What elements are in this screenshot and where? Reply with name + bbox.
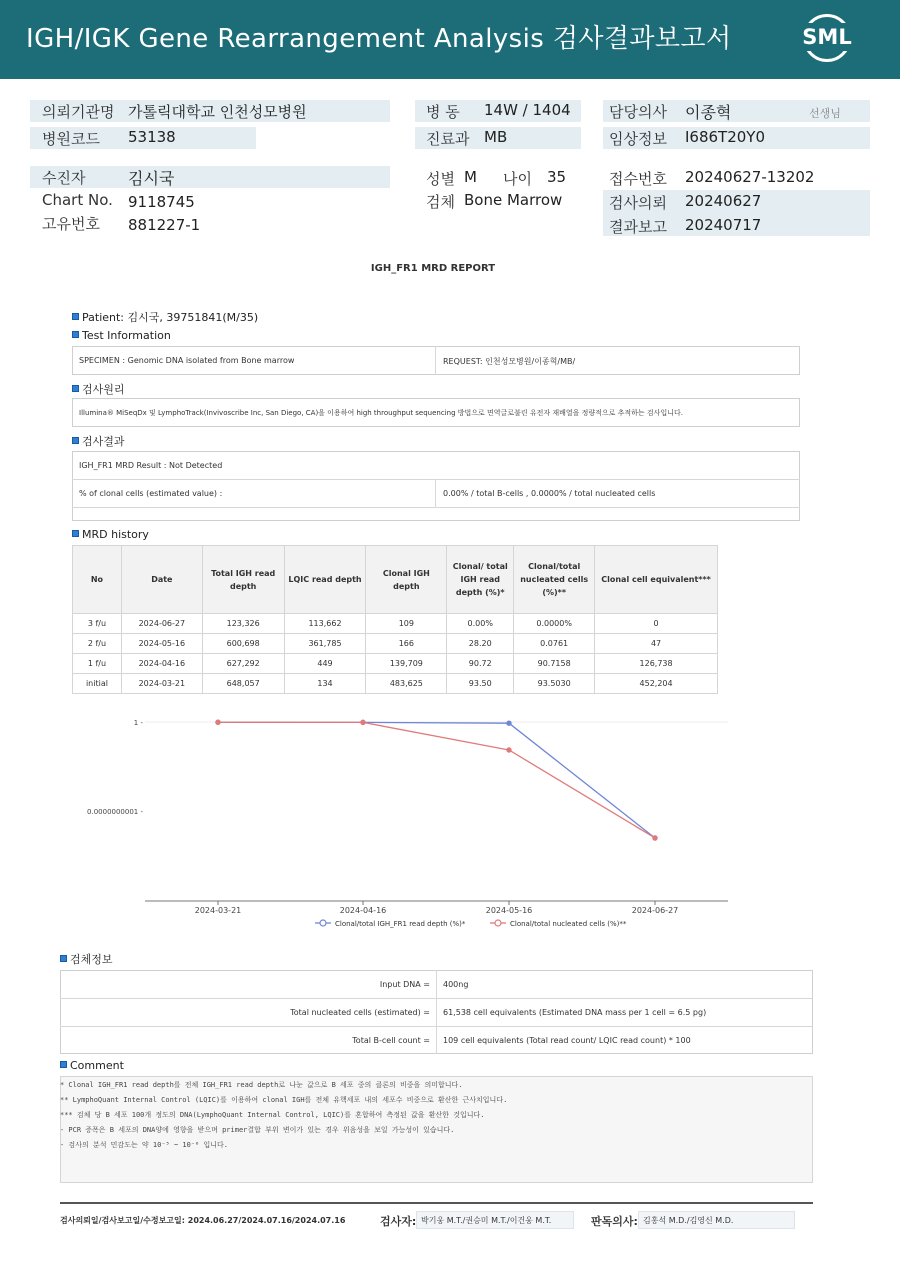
- table-cell: 648,057: [202, 674, 284, 694]
- table-row: [73, 634, 718, 654]
- report-title: IGH/IGK Gene Rearrangement Analysis 검사결과보고서: [26, 24, 732, 54]
- request-value: 20240627: [685, 192, 762, 210]
- patient-line: [72, 309, 258, 325]
- table-cell: 0.0000%: [514, 614, 595, 634]
- table-cell: 2024-04-16: [121, 654, 202, 674]
- table-cell: 113,662: [284, 614, 366, 634]
- table-cell: 361,785: [284, 634, 366, 654]
- institution-label: 의뢰기관명: [42, 103, 115, 121]
- comment-heading: [60, 1059, 124, 1072]
- mrd-report-title: IGH_FR1 MRD REPORT: [370, 263, 496, 274]
- principle-heading: [72, 381, 125, 397]
- mrd-history-table: [72, 545, 718, 694]
- table-cell: 600,698: [202, 634, 284, 654]
- result-heading-text: 검사결과: [82, 435, 125, 448]
- legend-marker: [495, 920, 501, 926]
- ward-label: 병 동: [426, 103, 460, 121]
- specimen-text: SPECIMEN : Genomic DNA isolated from Bone marrow: [79, 356, 295, 365]
- dept-label: 진료과: [426, 130, 470, 148]
- clinical-value: I686T20Y0: [685, 128, 766, 146]
- series-line: [218, 722, 655, 838]
- divider: [72, 507, 800, 508]
- table-cell: 109: [366, 614, 447, 634]
- table-cell: 627,292: [202, 654, 284, 674]
- table-cell: 134: [284, 674, 366, 694]
- comment-line: - PCR 증폭은 B 세포의 DNA양에 영향을 받으며 primer결합 부위 변이가 있는 경우 위음성을 보일 가능성이 있습니다.: [60, 1126, 455, 1134]
- legend-marker: [320, 920, 326, 926]
- legend-label: Clonal/total nucleated cells (%)**: [510, 920, 627, 928]
- receipt-label: 접수번호: [609, 170, 667, 188]
- history-heading: [72, 528, 149, 541]
- principle-heading-text: 검사원리: [82, 383, 125, 396]
- result-value: 20240717: [685, 216, 762, 234]
- nucleated-cells-label: Total nucleated cells (estimated) =: [290, 1008, 430, 1017]
- tester-label: 검사자:: [380, 1215, 417, 1228]
- table-header-row: [73, 546, 718, 614]
- table-cell: 126,738: [595, 654, 718, 674]
- sml-logo-text: SML: [800, 23, 854, 51]
- patient-line-text: Patient: 김시국, 39751841(M/35): [82, 311, 259, 324]
- table-cell: 28.20: [447, 634, 514, 654]
- request-label: 검사의뢰: [609, 194, 667, 212]
- comment-line: - 검사의 분석 민감도는 약 10⁻⁵ ~ 10⁻⁶ 입니다.: [60, 1141, 228, 1149]
- table-cell: 93.5030: [514, 674, 595, 694]
- mrd-history-chart: [60, 705, 760, 935]
- input-dna-label: Input DNA =: [379, 980, 430, 989]
- table-cell: 1 f/u: [73, 654, 122, 674]
- bullet-icon: [60, 955, 67, 962]
- table-cell: 47: [595, 634, 718, 654]
- table-cell: 139,709: [366, 654, 447, 674]
- chart-no-label: Chart No.: [42, 191, 113, 209]
- institution-value: 가톨릭대학교 인천성모병원: [128, 103, 307, 121]
- column-header: Clonal IGH depth: [366, 546, 447, 614]
- bullet-icon: [72, 530, 79, 537]
- history-heading-text: MRD history: [82, 528, 149, 541]
- specimen-info-heading-text: 검체정보: [70, 953, 113, 966]
- x-tick-label: 2024-04-16: [339, 906, 387, 915]
- column-header: LQIC read depth: [284, 546, 366, 614]
- footer-dates: 검사의뢰일/검사보고일/수정보고일: 2024.06.27/2024.07.16/2024.07.16: [60, 1216, 346, 1225]
- footer-divider: [60, 1202, 813, 1204]
- data-point: [507, 748, 511, 752]
- sex-value: M: [464, 168, 477, 186]
- reader-names: 김홍석 M.D./김영신 M.D.: [638, 1211, 795, 1229]
- divider: [436, 970, 437, 1054]
- data-point: [653, 836, 657, 840]
- table-cell: 0.0761: [514, 634, 595, 654]
- patient-label: 수진자: [42, 169, 86, 187]
- bullet-icon: [72, 331, 79, 338]
- principle-text: Illumina® MiSeqDx 및 LymphoTrack(Invivoscribe Inc, San Diego, CA)을 이용하여 high throughput sequencing 방법으로 면역글로불린 유전자 재배열을 정량적으로 추적하는 검사입니다.: [79, 409, 683, 417]
- tester-names: 박기웅 M.T./권승미 M.T./이건웅 M.T.: [416, 1211, 574, 1229]
- chart-no-value: 9118745: [128, 193, 195, 211]
- uid-value: 881227-1: [128, 216, 201, 234]
- specimen-value: Bone Marrow: [464, 191, 563, 209]
- table-cell: 2 f/u: [73, 634, 122, 654]
- column-header: Total IGH read depth: [202, 546, 284, 614]
- table-cell: 2024-03-21: [121, 674, 202, 694]
- bullet-icon: [72, 385, 79, 392]
- data-point: [216, 720, 220, 724]
- input-dna-value: 400ng: [443, 980, 469, 989]
- hospital-code-value: 53138: [128, 128, 176, 146]
- table-cell: 2024-06-27: [121, 614, 202, 634]
- sex-label: 성별: [426, 170, 455, 188]
- column-header: Clonal/total nucleated cells (%)**: [514, 546, 595, 614]
- result-line2-label: % of clonal cells (estimated value) :: [79, 489, 223, 498]
- table-cell: 449: [284, 654, 366, 674]
- specimen-info-heading: [60, 951, 113, 967]
- y-tick-label: 1 -: [133, 719, 143, 727]
- data-point: [507, 721, 511, 725]
- comment-heading-text: Comment: [70, 1059, 124, 1072]
- result-heading: [72, 433, 125, 449]
- age-label: 나이: [503, 170, 532, 188]
- table-row: [73, 614, 718, 634]
- patient-value: 김시국: [128, 169, 175, 188]
- table-cell: 0.00%: [447, 614, 514, 634]
- ward-value: 14W / 1404: [484, 101, 571, 119]
- table-cell: 3 f/u: [73, 614, 122, 634]
- column-header: Clonal cell equivalent***: [595, 546, 718, 614]
- column-header: Date: [121, 546, 202, 614]
- data-point: [361, 720, 365, 724]
- table-cell: 2024-05-16: [121, 634, 202, 654]
- divider: [72, 479, 800, 480]
- comment-line: *** 검체 당 B 세포 100개 정도의 DNA(LymphoQuant Internal Control, LQIC)를 혼합하여 측정된 값을 환산한 것입니다.: [60, 1111, 485, 1119]
- reader-label: 판독의사:: [591, 1215, 638, 1228]
- divider: [435, 346, 436, 375]
- column-header: No: [73, 546, 122, 614]
- x-tick-label: 2024-06-27: [631, 906, 679, 915]
- clinical-label: 임상정보: [609, 130, 667, 148]
- table-cell: 0: [595, 614, 718, 634]
- test-info-heading-text: Test Information: [82, 329, 171, 342]
- table-row: [73, 654, 718, 674]
- doctor-label: 담당의사: [609, 103, 667, 121]
- table-cell: 93.50: [447, 674, 514, 694]
- comment-line: ** LymphoQuant Internal Control (LQIC)를 이용하여 clonal IGH를 전체 유핵세포 내의 세포수 비중으로 환산한 근사치입니다.: [60, 1096, 508, 1104]
- receipt-value: 20240627-13202: [685, 168, 815, 186]
- result-label: 결과보고: [609, 218, 667, 236]
- bullet-icon: [72, 437, 79, 444]
- series-line: [218, 722, 655, 838]
- table-cell: 452,204: [595, 674, 718, 694]
- report-header: [0, 0, 900, 79]
- table-cell: initial: [73, 674, 122, 694]
- specimen-label: 검체: [426, 193, 455, 211]
- b-cell-count-label: Total B-cell count =: [352, 1036, 430, 1045]
- dept-value: MB: [484, 128, 508, 146]
- uid-label: 고유번호: [42, 215, 100, 233]
- hospital-code-label: 병원코드: [42, 130, 100, 148]
- x-tick-label: 2024-05-16: [485, 906, 533, 915]
- age-value: 35: [547, 168, 567, 186]
- comment-line: * Clonal IGH_FR1 read depth를 전체 IGH_FR1 read depth로 나눈 값으로 B 세포 중의 클론의 비중을 의미합니다.: [60, 1081, 463, 1089]
- bullet-icon: [72, 313, 79, 320]
- b-cell-count-value: 109 cell equivalents (Total read count/ LQIC read count) * 100: [443, 1036, 691, 1045]
- y-tick-label: 0.0000000001 -: [87, 808, 143, 816]
- divider: [435, 479, 436, 507]
- table-cell: 166: [366, 634, 447, 654]
- table-cell: 90.7158: [514, 654, 595, 674]
- request-text: REQUEST: 인천성모병원/이종혁/MB/: [443, 357, 576, 366]
- table-cell: 90.72: [447, 654, 514, 674]
- column-header: Clonal/ total IGH read depth (%)*: [447, 546, 514, 614]
- result-line2-value: 0.00% / total B-cells , 0.0000% / total nucleated cells: [443, 489, 656, 498]
- bullet-icon: [60, 1061, 67, 1068]
- result-line1: IGH_FR1 MRD Result : Not Detected: [79, 461, 223, 470]
- doctor-value: 이종혁: [685, 103, 732, 122]
- table-cell: 483,625: [366, 674, 447, 694]
- test-info-heading: [72, 329, 171, 342]
- x-tick-label: 2024-03-21: [194, 906, 242, 915]
- nucleated-cells-value: 61,538 cell equivalents (Estimated DNA mass per 1 cell = 6.5 pg): [443, 1008, 707, 1017]
- table-row: [73, 674, 718, 694]
- table-cell: 123,326: [202, 614, 284, 634]
- doctor-suffix: 선생님: [809, 107, 841, 120]
- legend-label: Clonal/total IGH_FR1 read depth (%)*: [335, 920, 466, 928]
